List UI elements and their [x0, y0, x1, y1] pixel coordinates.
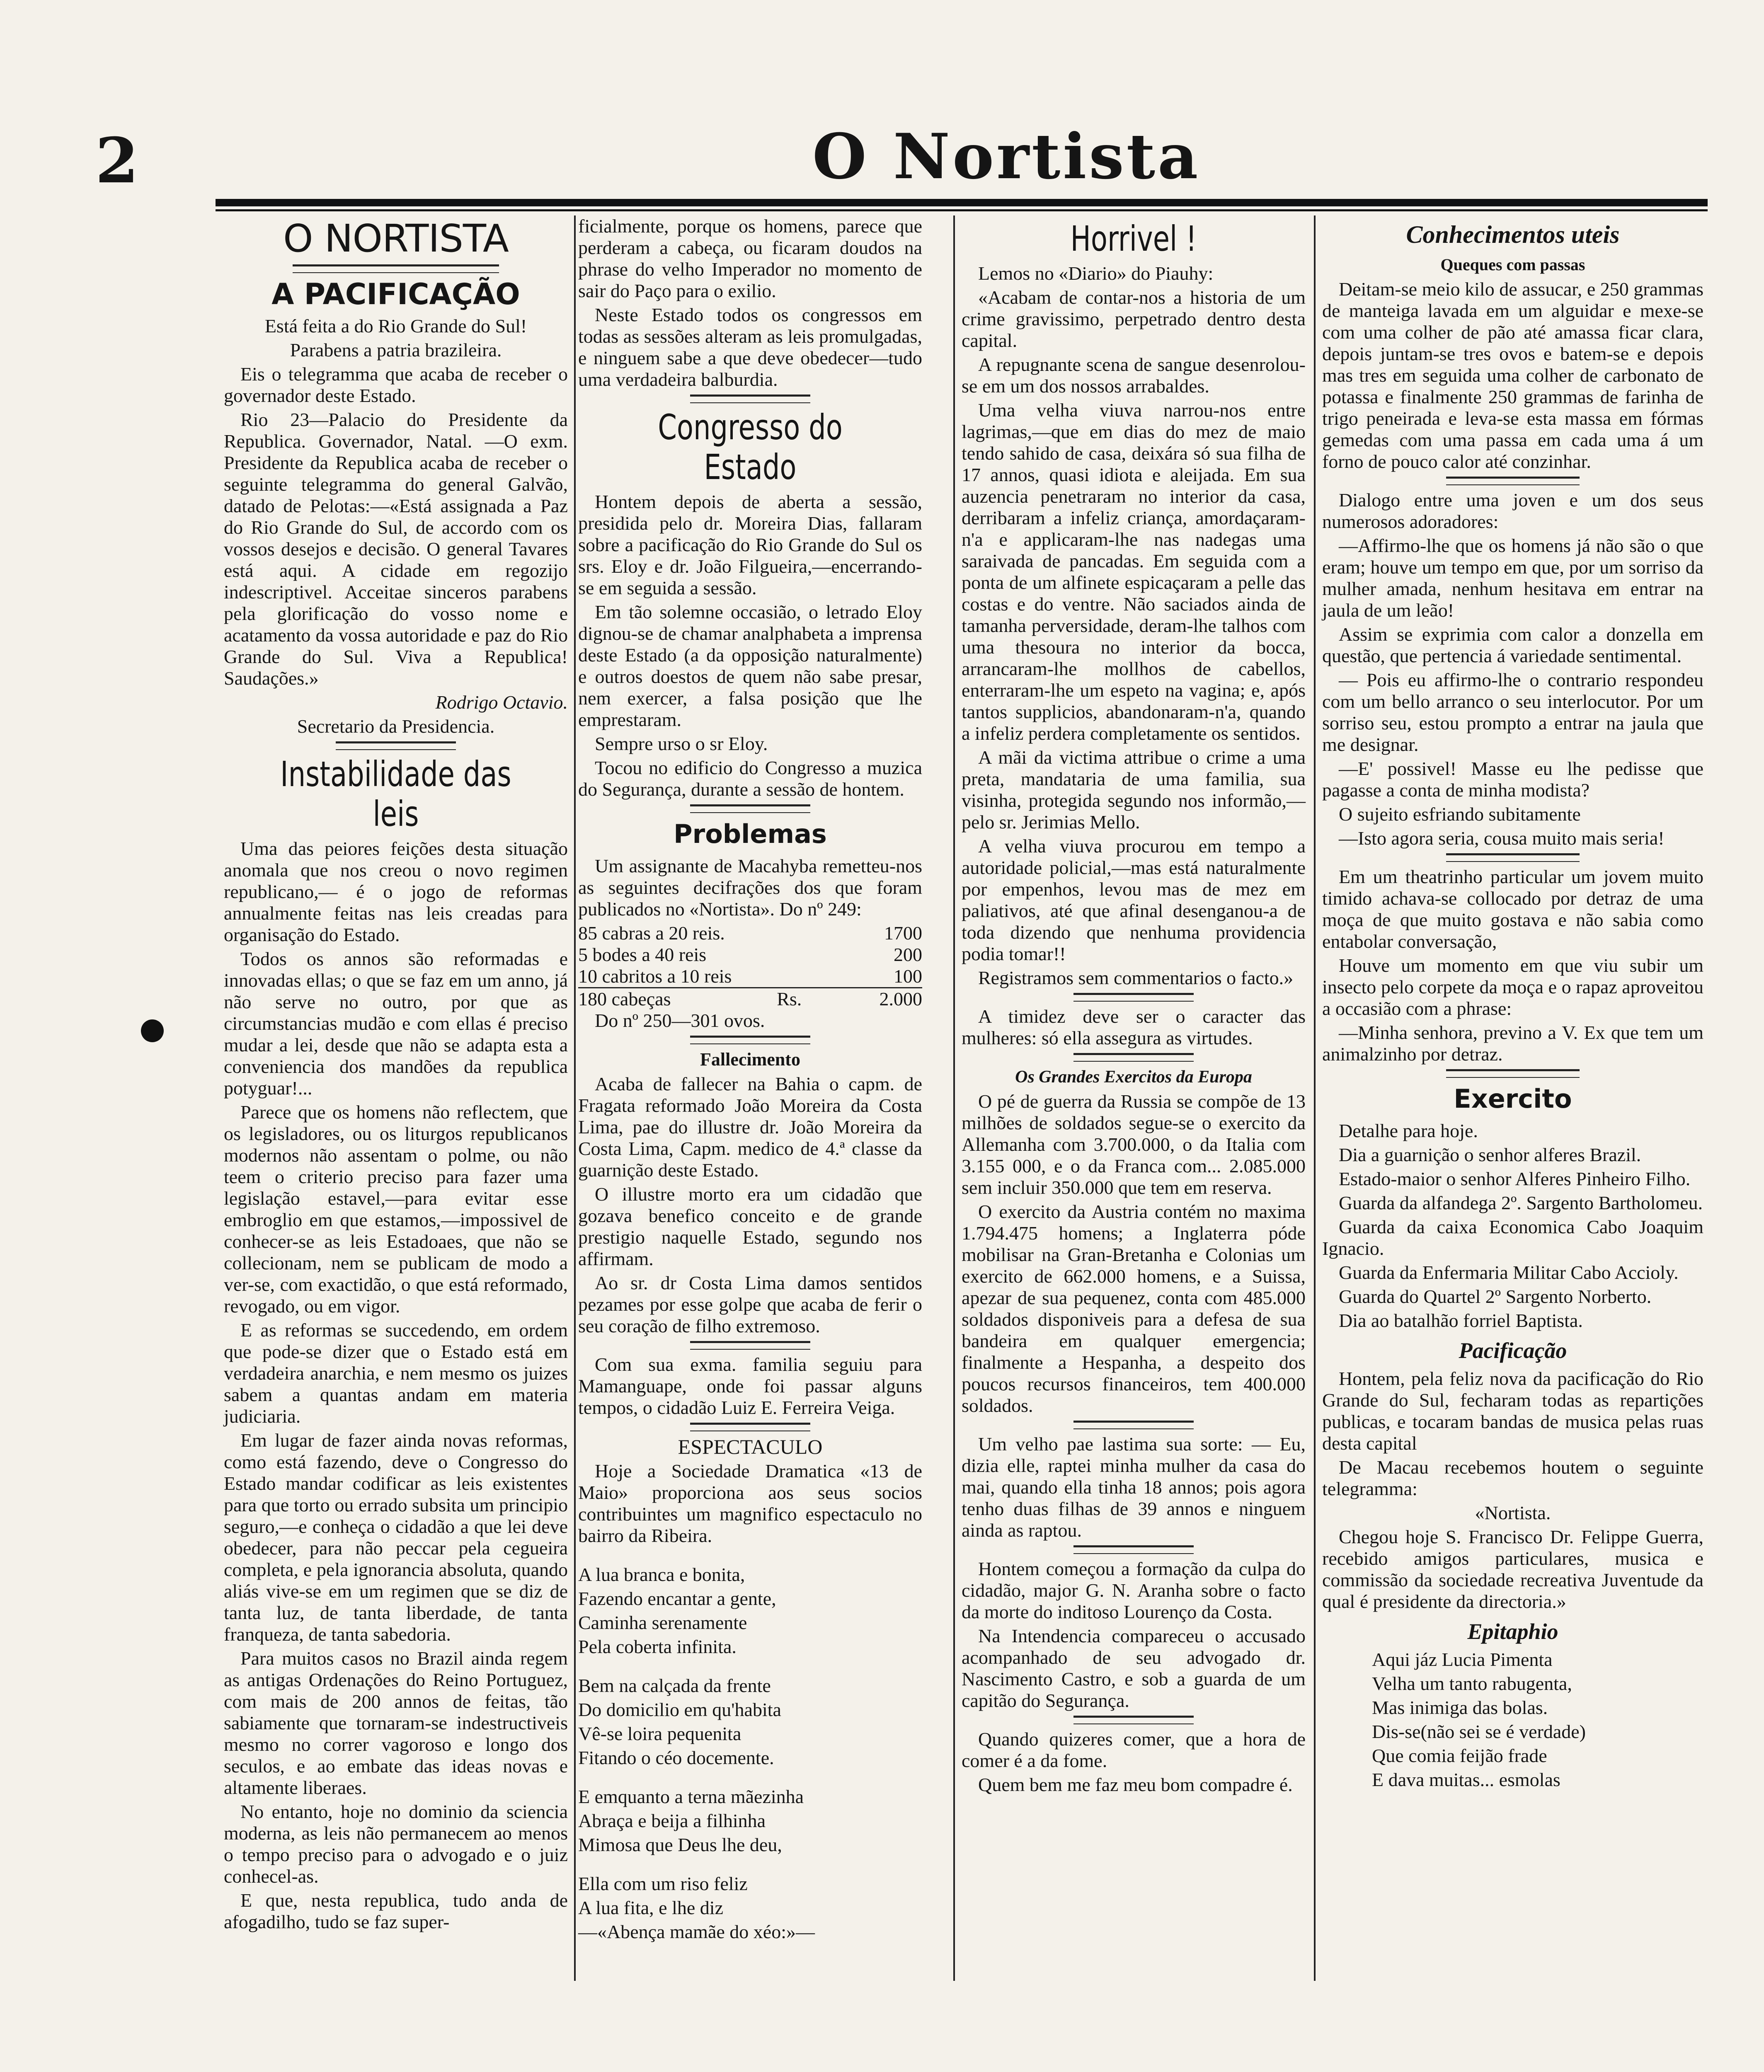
- table-cell: 200: [894, 944, 922, 965]
- page-number: 2: [95, 124, 139, 197]
- verse-line: E emquanto a terna mãezinha: [578, 1786, 804, 1807]
- paragraph: Todos os annos são reformadas e innovadas ellas; o que se faz em um anno, já não serve no outro, por que as circumstancias mudão e com ellas é preciso mudar a lei, desde que não se adapta esta a conveniencia dos mandões da republica potyguar!...: [224, 948, 568, 1099]
- paragraph: —Minha senhora, previno a V. Ex que tem um animalzinho por detraz.: [1322, 1022, 1703, 1065]
- paragraph: «Nortista.: [1475, 1502, 1551, 1523]
- table-row: [578, 966, 922, 987]
- table-cell: Rs.: [777, 988, 830, 1010]
- verse-line: Velha um tanto rabugenta,: [1372, 1673, 1572, 1694]
- paragraph: Está feita a do Rio Grande do Sul!: [264, 315, 527, 336]
- section-title: O NORTISTA: [283, 216, 509, 261]
- paragraph: Neste Estado todos os congressos em todas as sessões alteram as leis promulgadas, e ninguem sabe a que deve obedecer—tudo uma verdadeira balburdia.: [578, 304, 922, 390]
- verse-line: —«Abença mamãe do xéo:»—: [578, 1921, 815, 1942]
- paragraph: A mãi da victima attribue o crime a uma preta, mandataria de uma familia, sua visinha, protegida segundo nos informão,—pelo sr. Jerimias Mello.: [962, 747, 1306, 833]
- column-4: [1322, 215, 1703, 1793]
- column-rule: [1314, 215, 1316, 1981]
- masthead-rule-thin: [216, 209, 1708, 211]
- paragraph: Rio 23—Palacio do Presidente da Republica. Governador, Natal. —O exm. Presidente da Republica acaba de receber o seguinte telegramma do general Galvão, datado de Pelotas:—«Está assignada a Paz do Rio Grande do Sul, de accordo com os vossos desejos e decisão. O general Tavares está aqui. A cidade em regozijo indescriptivel. Acceitae sinceros parabens pela glorificação do vosso nome e acatamento da vossa autoridade e paz do Rio Grande do Sul. Viva a Republica! Saudações.»: [224, 409, 568, 689]
- article-title: Horrivel !: [1070, 218, 1197, 259]
- column-3: [962, 215, 1306, 1798]
- verse-line: A lua branca e bonita,: [578, 1564, 745, 1585]
- paragraph: Parece que os homens não reflectem, que os legisladores, ou os liturgos republicanos modernos não assentam o polme, ou não teem o criterio preciso para fazer uma legislação estavel,—para evitar esse embroglio em que estamos,—impossivel de conhecer-se as leis Estadoaes, que não se collecionam, nem se publicam de modo a ver-se, com exactidão, o que está reformado, revogado, ou em vigor.: [224, 1101, 568, 1317]
- masthead-rule: [216, 199, 1708, 206]
- ink-blot: [141, 1019, 164, 1042]
- paragraph: E as reformas se succedendo, em ordem que pode-se dizer que o Estado está em verdadeira anarchia, e nem mesmo os juizes sabem a quantas andam em materia judiciaria.: [224, 1319, 568, 1427]
- column-rule: [953, 215, 955, 1981]
- verse-line: Dis-se(não sei se é verdade): [1372, 1721, 1586, 1742]
- verse-line: Do domicilio em qu'habita: [578, 1699, 781, 1720]
- paragraph: Chegou hoje S. Francisco Dr. Felippe Guerra, recebido amigos particulares, musica e commissão da sociedade recreativa Juventude da qual é presidente da directoria.»: [1322, 1526, 1703, 1612]
- verse-line: Ella com um riso feliz: [578, 1873, 748, 1894]
- article-title: Instabilidade das leis: [280, 754, 511, 834]
- paragraph: Guarda da caixa Economica Cabo Joaquim Ignacio.: [1322, 1216, 1703, 1259]
- paragraph: Sempre urso o sr Eloy.: [595, 733, 768, 754]
- verse-line: Fitando o céo docemente.: [578, 1747, 774, 1768]
- divider: [1446, 477, 1580, 485]
- newspaper-name: O Nortista: [812, 120, 1201, 193]
- paragraph: —Affirmo-lhe que os homens já não são o que eram; houve um tempo em que, por um sorriso da mulher amada, nenhum hesitava em entrar na jaula de um leão!: [1322, 535, 1703, 621]
- paragraph: Uma das peiores feições desta situação anomala que nos creou o novo regimen republicano,— é o jogo de reformas annualmente feitas nas leis creadas para organisação do Estado.: [224, 838, 568, 945]
- table-row: [578, 988, 922, 1010]
- paragraph: O illustre morto era um cidadão que gozava benefico conceito e de grande prestigio naquelle Estado, segundo nos affirmam.: [578, 1184, 922, 1269]
- problem-total: [578, 987, 922, 1010]
- divider: [690, 1036, 811, 1044]
- article-title: Os Grandes Exercitos da Europa: [1015, 1067, 1252, 1087]
- verse-line: Aqui jáz Lucia Pimenta: [1372, 1649, 1553, 1670]
- verse-line: Vê-se loira pequenita: [578, 1723, 741, 1744]
- paragraph: Dia ao batalhão forriel Baptista.: [1339, 1310, 1583, 1331]
- paragraph: Houve um momento em que viu subir um insecto pelo corpete da moça e o rapaz aproveitou a occasião com a phrase:: [1322, 955, 1703, 1019]
- paragraph: Estado-maior o senhor Alferes Pinheiro Filho.: [1339, 1168, 1691, 1189]
- paragraph: Dia a guarnição o senhor alferes Brazil.: [1339, 1144, 1641, 1165]
- table-cell: 85 cabras a 20 reis.: [578, 922, 725, 944]
- paragraph: O sujeito esfriando subitamente: [1339, 804, 1581, 825]
- paragraph: Assim se exprimia com calor a donzella em questão, que pertencia á variedade sentimental.: [1322, 624, 1703, 666]
- verse-line: Fazendo encantar a gente,: [578, 1588, 776, 1609]
- paragraph: Hoje a Sociedade Dramatica «13 de Maio» proporciona aos seus socios contribuintes um magnifico espectaculo no bairro da Ribeira.: [578, 1460, 922, 1546]
- article-title: Pacificação: [1459, 1338, 1567, 1363]
- paragraph: Lemos no «Diario» do Piauhy:: [978, 263, 1214, 284]
- article-title: A PACIFICAÇÃO: [271, 277, 520, 311]
- paragraph: Um assignante de Macahyba remetteu-nos as seguintes decifrações dos que foram publicados no «Nortista». Do nº 249:: [578, 855, 922, 920]
- divider: [1073, 1421, 1194, 1429]
- paragraph: Deitam-se meio kilo de assucar, e 250 grammas de manteiga lavada em um alguidar e mexe-se com uma colher de pão até amassa ficar clara, depois juntam-se tres ovos e batem-se e depois mas tres em seguida uma colher de carbonato de potassa e finalmente 250 grammas de farinha de trigo peneirada e leva-se esta massa em fórmas gemedas com uma passa em cada uma á um forno de pouco calor até conzinhar.: [1322, 278, 1703, 472]
- article-title: Congresso do Estado: [658, 407, 843, 487]
- verse-line: E dava muitas... esmolas: [1372, 1769, 1560, 1790]
- table-cell: 5 bodes a 40 reis: [578, 944, 707, 965]
- table-cell: 2.000: [830, 988, 922, 1010]
- signature-role: Secretario da Presidencia.: [297, 716, 495, 737]
- article-title: Epitaphio: [1467, 1619, 1558, 1644]
- table-cell: 180 cabeças: [578, 988, 777, 1010]
- verse-line: Caminha serenamente: [578, 1612, 747, 1633]
- divider: [1446, 1069, 1580, 1078]
- paragraph: Na Intendencia compareceu o accusado acompanhado de seu advogado dr. Nascimento Castro, e sob a guarda de um capitão do Segurança.: [962, 1625, 1306, 1711]
- article-title: Fallecimento: [700, 1049, 800, 1070]
- article-title: Exercito: [1454, 1084, 1572, 1114]
- table-cell: 100: [894, 966, 922, 987]
- paragraph: Dialogo entre uma joven e um dos seus numerosos adoradores:: [1322, 489, 1703, 532]
- signature: Rodrigo Octavio.: [435, 692, 568, 713]
- paragraph: —E' possivel! Masse eu lhe pedisse que pagasse a conta de minha modista?: [1322, 758, 1703, 801]
- paragraph: E que, nesta republica, tudo anda de afogadilho, tudo se faz super-: [224, 1890, 568, 1932]
- article-title: Problemas: [674, 819, 827, 849]
- paragraph: Hontem começou a formação da culpa do cidadão, major G. N. Aranha sobre o facto da morte do inditoso Lourenço da Costa.: [962, 1558, 1306, 1622]
- verse-line: Que comia feijão frade: [1372, 1745, 1547, 1766]
- paragraph: A timidez deve ser o caracter das mulheres: só ella assegura as virtudes.: [962, 1006, 1306, 1048]
- paragraph: Quando quizeres comer, que a hora de comer é a da fome.: [962, 1728, 1306, 1771]
- paragraph: Tocou no edificio do Congresso a muzica do Segurança, durante a sessão de hontem.: [578, 757, 922, 800]
- paragraph: Ao sr. dr Costa Lima damos sentidos pezames por esse golpe que acaba de ferir o seu coração de filho extremoso.: [578, 1272, 922, 1336]
- verse-line: Mimosa que Deus lhe deu,: [578, 1834, 782, 1855]
- verse-line: A lua fita, e lhe diz: [578, 1897, 723, 1918]
- paragraph: Com sua exma. familia seguiu para Mamanguape, onde foi passar alguns tempos, o cidadão Luiz E. Ferreira Veiga.: [578, 1354, 922, 1418]
- divider: [1073, 1545, 1194, 1554]
- divider: [336, 741, 456, 750]
- paragraph: Guarda da alfandega 2º. Sargento Bartholomeu.: [1339, 1192, 1703, 1213]
- table-row: [578, 944, 922, 966]
- paragraph: — Pois eu affirmo-lhe o contrario respondeu com um bello arranco o seu interlocutor. Por um sorriso seu, estou prompto a entrar na jaula que me designar.: [1322, 669, 1703, 755]
- verse-line: Bem na calçada da frente: [578, 1675, 771, 1696]
- verse-line: Pela coberta infinita.: [578, 1636, 737, 1657]
- divider: [1073, 1053, 1194, 1062]
- paragraph: Hontem depois de aberta a sessão, presidida pelo dr. Moreira Dias, fallaram sobre a pacificação do Rio Grande do Sul os srs. Eloy e dr. João Filgueira,—encerrando-se em seguida a sessão.: [578, 491, 922, 598]
- paragraph: «Acabam de contar-nos a historia de um crime gravissimo, perpetrado dentro desta capital.: [962, 287, 1306, 351]
- divider: [293, 264, 499, 273]
- article-title: ESPECTACULO: [678, 1435, 823, 1458]
- column-1: [224, 215, 568, 1935]
- column-rule: [574, 215, 576, 1981]
- paragraph: De Macau recebemos houtem o seguinte telegramma:: [1322, 1457, 1703, 1499]
- paragraph: O exercito da Austria contém no maxima 1.794.475 homens; a Inglaterra póde mobilisar na Gran-Bretanha e Colonias um exercito de 662.000 homens, e a Suissa, apezar de sua pequenez, conta com 485.000 soldados disponiveis para a defesa de sua bandeira em qualquer emergencia; finalmente a Hespanha, a despeito dos poucos recursos financeiros, tem 400.000 soldados.: [962, 1201, 1306, 1416]
- paragraph: Quem bem me faz meu bom compadre é.: [978, 1774, 1293, 1795]
- paragraph: No entanto, hoje no dominio da sciencia moderna, as leis não permanecem ao menos o tempo preciso para o advogado e o juiz conhecel-as.: [224, 1801, 568, 1887]
- problem-table: [578, 922, 922, 987]
- paragraph: O pé de guerra da Russia se compõe de 13 milhões de soldados segue-se o exercito da Allemanha com 3.700.000, o da Italia com 3.155 000, e o da Franca com... 2.085.000 sem incluir 350.000 que tem em reserva.: [962, 1091, 1306, 1198]
- divider: [1073, 1716, 1194, 1724]
- divider: [1073, 993, 1194, 1002]
- paragraph: Guarda da Enfermaria Militar Cabo Accioly.: [1339, 1262, 1679, 1283]
- paragraph: Guarda do Quartel 2º Sargento Norberto.: [1339, 1286, 1652, 1307]
- paragraph: Para muitos casos no Brazil ainda regem as antigas Ordenações do Reino Portuguez, com mais de 200 annos de feitas, tão sabiamente que tornaram-se indestructiveis mesmo no correr vagoroso e longo dos seculos, e ao embate das ideas novas e altamente liberaes.: [224, 1648, 568, 1798]
- paragraph: Um velho pae lastima sua sorte: — Eu, dizia elle, raptei minha mulher da casa do mai, quando ella tinha 18 annos; pois agora tenho duas filhas de 39 annos e ninguem ainda as raptou.: [962, 1433, 1306, 1541]
- paragraph: Do nº 250—301 ovos.: [595, 1010, 765, 1031]
- paragraph: ficialmente, porque os homens, parece que perderam a cabeça, ou ficaram doudos na phrase do velho Imperador no momento de sair do Paço para o exilio.: [578, 215, 922, 301]
- divider: [690, 1423, 811, 1431]
- table-cell: 10 cabritos a 10 reis: [578, 966, 732, 987]
- paragraph: Registramos sem commentarios o facto.»: [978, 967, 1294, 988]
- paragraph: Acaba de fallecer na Bahia o capm. de Fragata reformado João Moreira da Costa Lima, pae do illustre dr. João Moreira da Costa Lima, Capm. medico de 4.ª classe da guarnição deste Estado.: [578, 1073, 922, 1181]
- table-cell: 1700: [884, 922, 922, 944]
- paragraph: Detalhe para hoje.: [1339, 1120, 1478, 1141]
- divider: [690, 395, 811, 403]
- paragraph: Em tão solemne occasião, o letrado Eloy dignou-se de chamar analphabeta a imprensa deste Estado (a da opposição naturalmente) e outros doestos de quem não sabe presar, nem exercer, a falsa posição que lhe emprestaram.: [578, 601, 922, 730]
- verse-line: Mas inimiga das bolas.: [1372, 1697, 1548, 1718]
- paragraph: Parabens a patria brazileira.: [290, 339, 502, 361]
- paragraph: A velha viuva procurou em tempo a autoridade policial,—mas está naturalmente por empenhos, levou mas de mez em paliativos, até que afinal desenganou-a de toda dizendo que nenhuma providencia podia tomar!!: [962, 835, 1306, 964]
- divider: [1446, 853, 1580, 862]
- paragraph: A repugnante scena de sangue desenrolou-se em um dos nossos arrabaldes.: [962, 354, 1306, 397]
- paragraph: Em um theatrinho particular um jovem muito timido achava-se collocado por detraz de uma moça de que muito gostava e não sabia como entabolar conversação,: [1322, 866, 1703, 952]
- verse-line: Abraça e beija a filhinha: [578, 1810, 766, 1831]
- column-2: [578, 215, 922, 1945]
- divider: [690, 804, 811, 813]
- paragraph: Em lugar de fazer ainda novas reformas, como está fazendo, deve o Congresso do Estado mandar codificar as leis existentes para que torto ou errado subsita um principio seguro,—e conheça o cidadão a que lei deve obedecer, para não peccar pela cegueira completa, e pela ignorancia absoluta, quando aliás vive-se em um regimen que se diz de tanta luz, de tanta liberdade, de tanta franqueza, de tanta sabedoria.: [224, 1430, 568, 1645]
- paragraph: —Isto agora seria, cousa muito mais seria!: [1339, 828, 1665, 849]
- divider: [690, 1341, 811, 1350]
- paragraph: Uma velha viuva narrou-nos entre lagrimas,—que em dias do mez de maio tendo sahido de casa, deixára só sua filha de 17 annos, quasi idiota e aleijada. Em sua auzencia penetraram no interior da casa, derribaram a infeliz criança, amordaçaram-n'a e applicaram-lhe nas nadegas uma saraivada de pancadas. Em seguida com a ponta de um alfinete espicaçaram a pelle das costas e do ventre. Não saciados ainda de tamanha perversidade, deram-lhe talhos com uma thesoura no interior da bocca, arrancaram-lhe mollhos de cabellos, enterraram-lhe um espeto na vagina; e, após tantos supplicios, abandonaram-n'a, quando a infeliz perdera completamente os sentidos.: [962, 399, 1306, 744]
- article-title: Conhecimentos uteis: [1406, 221, 1620, 248]
- article-subtitle: Queques com passas: [1440, 255, 1585, 274]
- paragraph: Eis o telegramma que acaba de receber o governador deste Estado.: [224, 363, 568, 406]
- table-row: [578, 922, 922, 944]
- paragraph: Hontem, pela feliz nova da pacificação do Rio Grande do Sul, fecharam todas as repartições publicas, e tocaram bandas de musica pelas ruas desta capital: [1322, 1368, 1703, 1454]
